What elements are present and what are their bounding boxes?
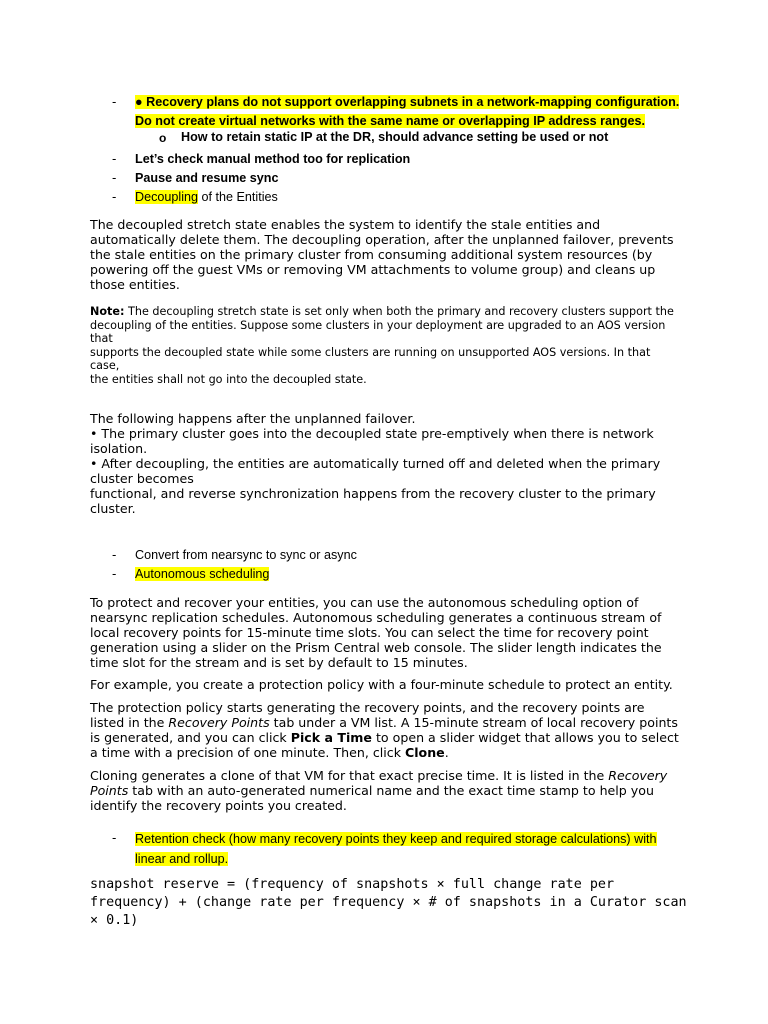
note-label: Note: — [90, 305, 125, 318]
list-dash: - — [112, 566, 117, 581]
paragraph-decoupled-state: The decoupled stretch state enables the system to identify the stale entities and automatically delete them. The decoupling operation, after the unplanned failover, prevents the stale entities on the primary cluster from consuming additional system resources (by powering off the guest VMs or removing VM attachments to volume group) and cleans up those entities. — [90, 217, 674, 292]
paragraph-autonomous-scheduling: To protect and recover your entities, you can use the autonomous scheduling option of nearsync replication schedules. Autonomous scheduling generates a continuous stream of local recovery points for 15-minute time slots. You can select the time for recovery point generation using a slider on the Prism Central web console. The slider length indicates the time slot for the stream and is set by default to 15 minutes. — [90, 595, 662, 670]
list-item-pause-resume: Pause and resume sync — [135, 171, 279, 185]
paragraph-failover: The following happens after the unplanned failover. • The primary cluster goes into the decoupled state pre-emptively when there is network isolation. • After decoupling, the entities are automatically turned off and deleted when the primary cluster becomes functional, and reverse synchronization happens from the recovery cluster to the primary cluster. — [90, 411, 661, 516]
list-dash: - — [112, 94, 117, 109]
sub-list-item-static-ip: How to retain static IP at the DR, should advance setting be used or not — [181, 130, 609, 144]
paragraph-protection-policy: The protection policy starts generating the recovery points, and the recovery points are listed in the Recovery Points tab under a VM list. A 15-minute stream of local recovery points is generated, and you can click Pick a Time to open a slider widget that allows you to select a time with a precision of one minute. Then, click Clone. — [90, 700, 679, 760]
note-block: Note: The decoupling stretch state is set only when both the primary and recovery clusters support the decoupling of the entities. Suppose some clusters in your deployment are upgraded to an AOS version that supports the decoupled state while some clusters are running on unsupported AOS versions. In that case, the entities shall not go into the decoupled state. — [90, 305, 674, 386]
paragraph-example: For example, you create a protection policy with a four-minute schedule to protect an entity. — [90, 677, 673, 692]
highlight-decoupling: Decoupling — [135, 190, 199, 204]
code-snapshot-reserve: snapshot reserve = (frequency of snapshots × full change rate per frequency) + (change rate per frequency × # of snapshots in a Curator scan × 0.1) — [90, 877, 695, 928]
list-item-recovery-plans: ● Recovery plans do not support overlapping subnets in a network-mapping configuration. Do not create virtual networks with the same name or overlapping IP address ranges. — [135, 95, 680, 128]
list-dash: - — [112, 170, 117, 185]
list-dash: - — [112, 830, 117, 845]
list-dash: - — [112, 189, 117, 204]
sub-list-marker: o — [159, 131, 167, 145]
list-item-autonomous: Autonomous scheduling — [135, 567, 270, 581]
list-item-retention: Retention check (how many recovery points they keep and required storage calculations) with linear and rollup. — [135, 832, 657, 866]
list-item-manual-method: Let’s check manual method too for replication — [135, 152, 411, 166]
list-dash: - — [112, 547, 117, 562]
list-item-convert: Convert from nearsync to sync or async — [135, 548, 357, 562]
list-item-decoupling: Decoupling of the Entities — [135, 190, 278, 204]
list-dash: - — [112, 151, 117, 166]
paragraph-cloning: Cloning generates a clone of that VM for that exact precise time. It is listed in the Recovery Points tab with an auto-generated numerical name and the exact time stamp to help you identify the recovery points you created. — [90, 768, 668, 813]
